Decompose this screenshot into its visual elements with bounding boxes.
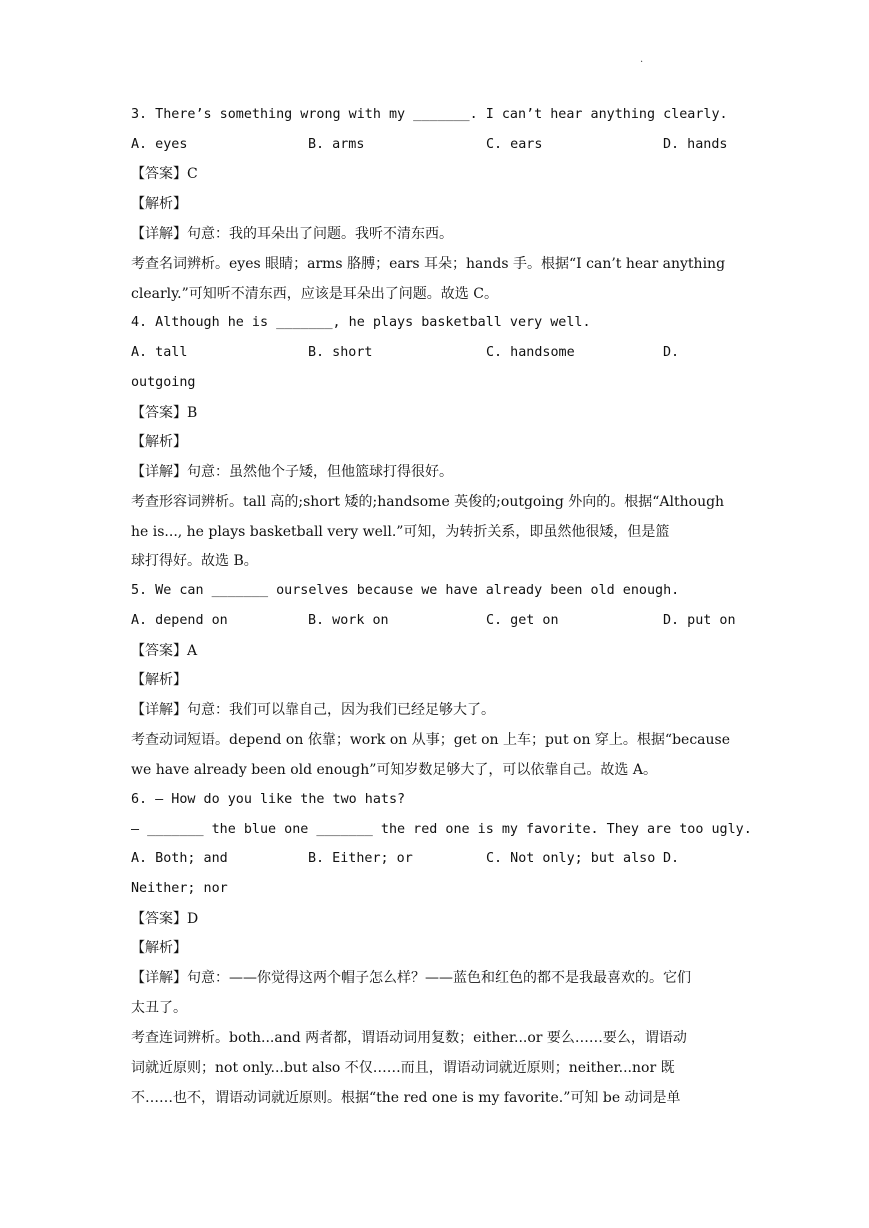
- question-6-explanation-line-3: 不……也不，谓语动词就近原则。根据“the red one is my favorite.”可知 be 动词是单: [131, 1090, 681, 1106]
- question-3-options: [131, 135, 741, 155]
- question-3-answer: 【答案】C: [131, 166, 198, 182]
- option-b: B. Either; or: [308, 851, 413, 866]
- question-4-answer: 【答案】B: [131, 405, 198, 421]
- question-6-stem-line-1: 6. — How do you like the two hats?: [131, 792, 406, 807]
- question-6-analysis: 【解析】: [131, 940, 187, 956]
- question-4-option-d-text: outgoing: [131, 375, 196, 390]
- option-d: D.: [663, 345, 680, 360]
- option-b: B. short: [308, 345, 373, 360]
- question-4-explanation-line-3: 球打得好。故选 B。: [131, 553, 258, 569]
- question-6-answer: 【答案】D: [131, 911, 199, 927]
- question-4-options: [131, 343, 741, 363]
- question-4-detail: 【详解】句意：虽然他个子矮，但他篮球打得很好。: [131, 464, 453, 480]
- question-5-detail: 【详解】句意：我们可以靠自己，因为我们已经足够大了。: [131, 702, 495, 718]
- question-6-explanation-line-1: 考查连词辨析。both...and 两者都，谓语动词用复数；either...or 要么……要么，谓语动: [131, 1030, 687, 1046]
- option-c: C. Not only; but also: [486, 851, 656, 866]
- question-4-explanation-line-2: he is..., he plays basketball very well.”可知，为转折关系，即虽然他很矮，但是篮: [131, 524, 670, 540]
- question-4-analysis: 【解析】: [131, 434, 187, 450]
- question-5-options: [131, 611, 741, 631]
- question-4-explanation-line-1: 考查形容词辨析。tall 高的;short 矮的;handsome 英俊的;outgoing 外向的。根据“Although: [131, 494, 725, 510]
- question-6-stem-line-2: — _______ the blue one _______ the red one is my favorite. They are too ugly.: [131, 822, 752, 837]
- question-6-option-d-text: Neither; nor: [131, 881, 228, 896]
- question-6-explanation-line-2: 词就近原则；not only...but also 不仅……而且，谓语动词就近原则；neither...nor 既: [131, 1060, 675, 1076]
- option-d: D.: [663, 851, 680, 866]
- option-b: B. work on: [308, 613, 389, 628]
- option-a: A. depend on: [131, 613, 228, 628]
- option-c: C. get on: [486, 613, 559, 628]
- option-d: D. put on: [663, 613, 736, 628]
- option-a: A. Both; and: [131, 851, 228, 866]
- question-6-detail-line-2: 太丑了。: [131, 1000, 187, 1016]
- question-3-explanation-line-2: clearly.”可知听不清东西，应该是耳朵出了问题。故选 C。: [131, 286, 498, 302]
- option-a: A. tall: [131, 345, 188, 360]
- question-3-explanation-line-1: 考查名词辨析。eyes 眼睛；arms 胳膊；ears 耳朵；hands 手。根据“I can’t hear anything: [131, 256, 726, 272]
- question-5-explanation-line-1: 考查动词短语。depend on 依靠；work on 从事；get on 上车；put on 穿上。根据“because: [131, 732, 730, 748]
- question-5-analysis: 【解析】: [131, 672, 187, 688]
- question-5-explanation-line-2: we have already been old enough”可知岁数足够大了，可以依靠自己。故选 A。: [131, 762, 657, 778]
- option-c: C. handsome: [486, 345, 575, 360]
- question-4-stem: 4. Although he is _______, he plays basketball very well.: [131, 315, 591, 330]
- question-6-detail-line-1: 【详解】句意：——你觉得这两个帽子怎么样？——蓝色和红色的都不是我最喜欢的。它们: [131, 970, 691, 986]
- option-a: A. eyes: [131, 137, 188, 152]
- question-3-analysis: 【解析】: [131, 196, 187, 212]
- question-3-detail: 【详解】句意：我的耳朵出了问题。我听不清东西。: [131, 226, 453, 242]
- question-5-stem: 5. We can _______ ourselves because we have already been old enough.: [131, 583, 680, 598]
- option-c: C. ears: [486, 137, 543, 152]
- question-3-stem: 3. There’s something wrong with my _______. I can’t hear anything clearly.: [131, 107, 728, 122]
- question-6-options: [131, 849, 741, 869]
- option-d: D. hands: [663, 137, 728, 152]
- option-b: B. arms: [308, 137, 365, 152]
- question-5-answer: 【答案】A: [131, 643, 198, 659]
- header-dot: .: [640, 54, 644, 65]
